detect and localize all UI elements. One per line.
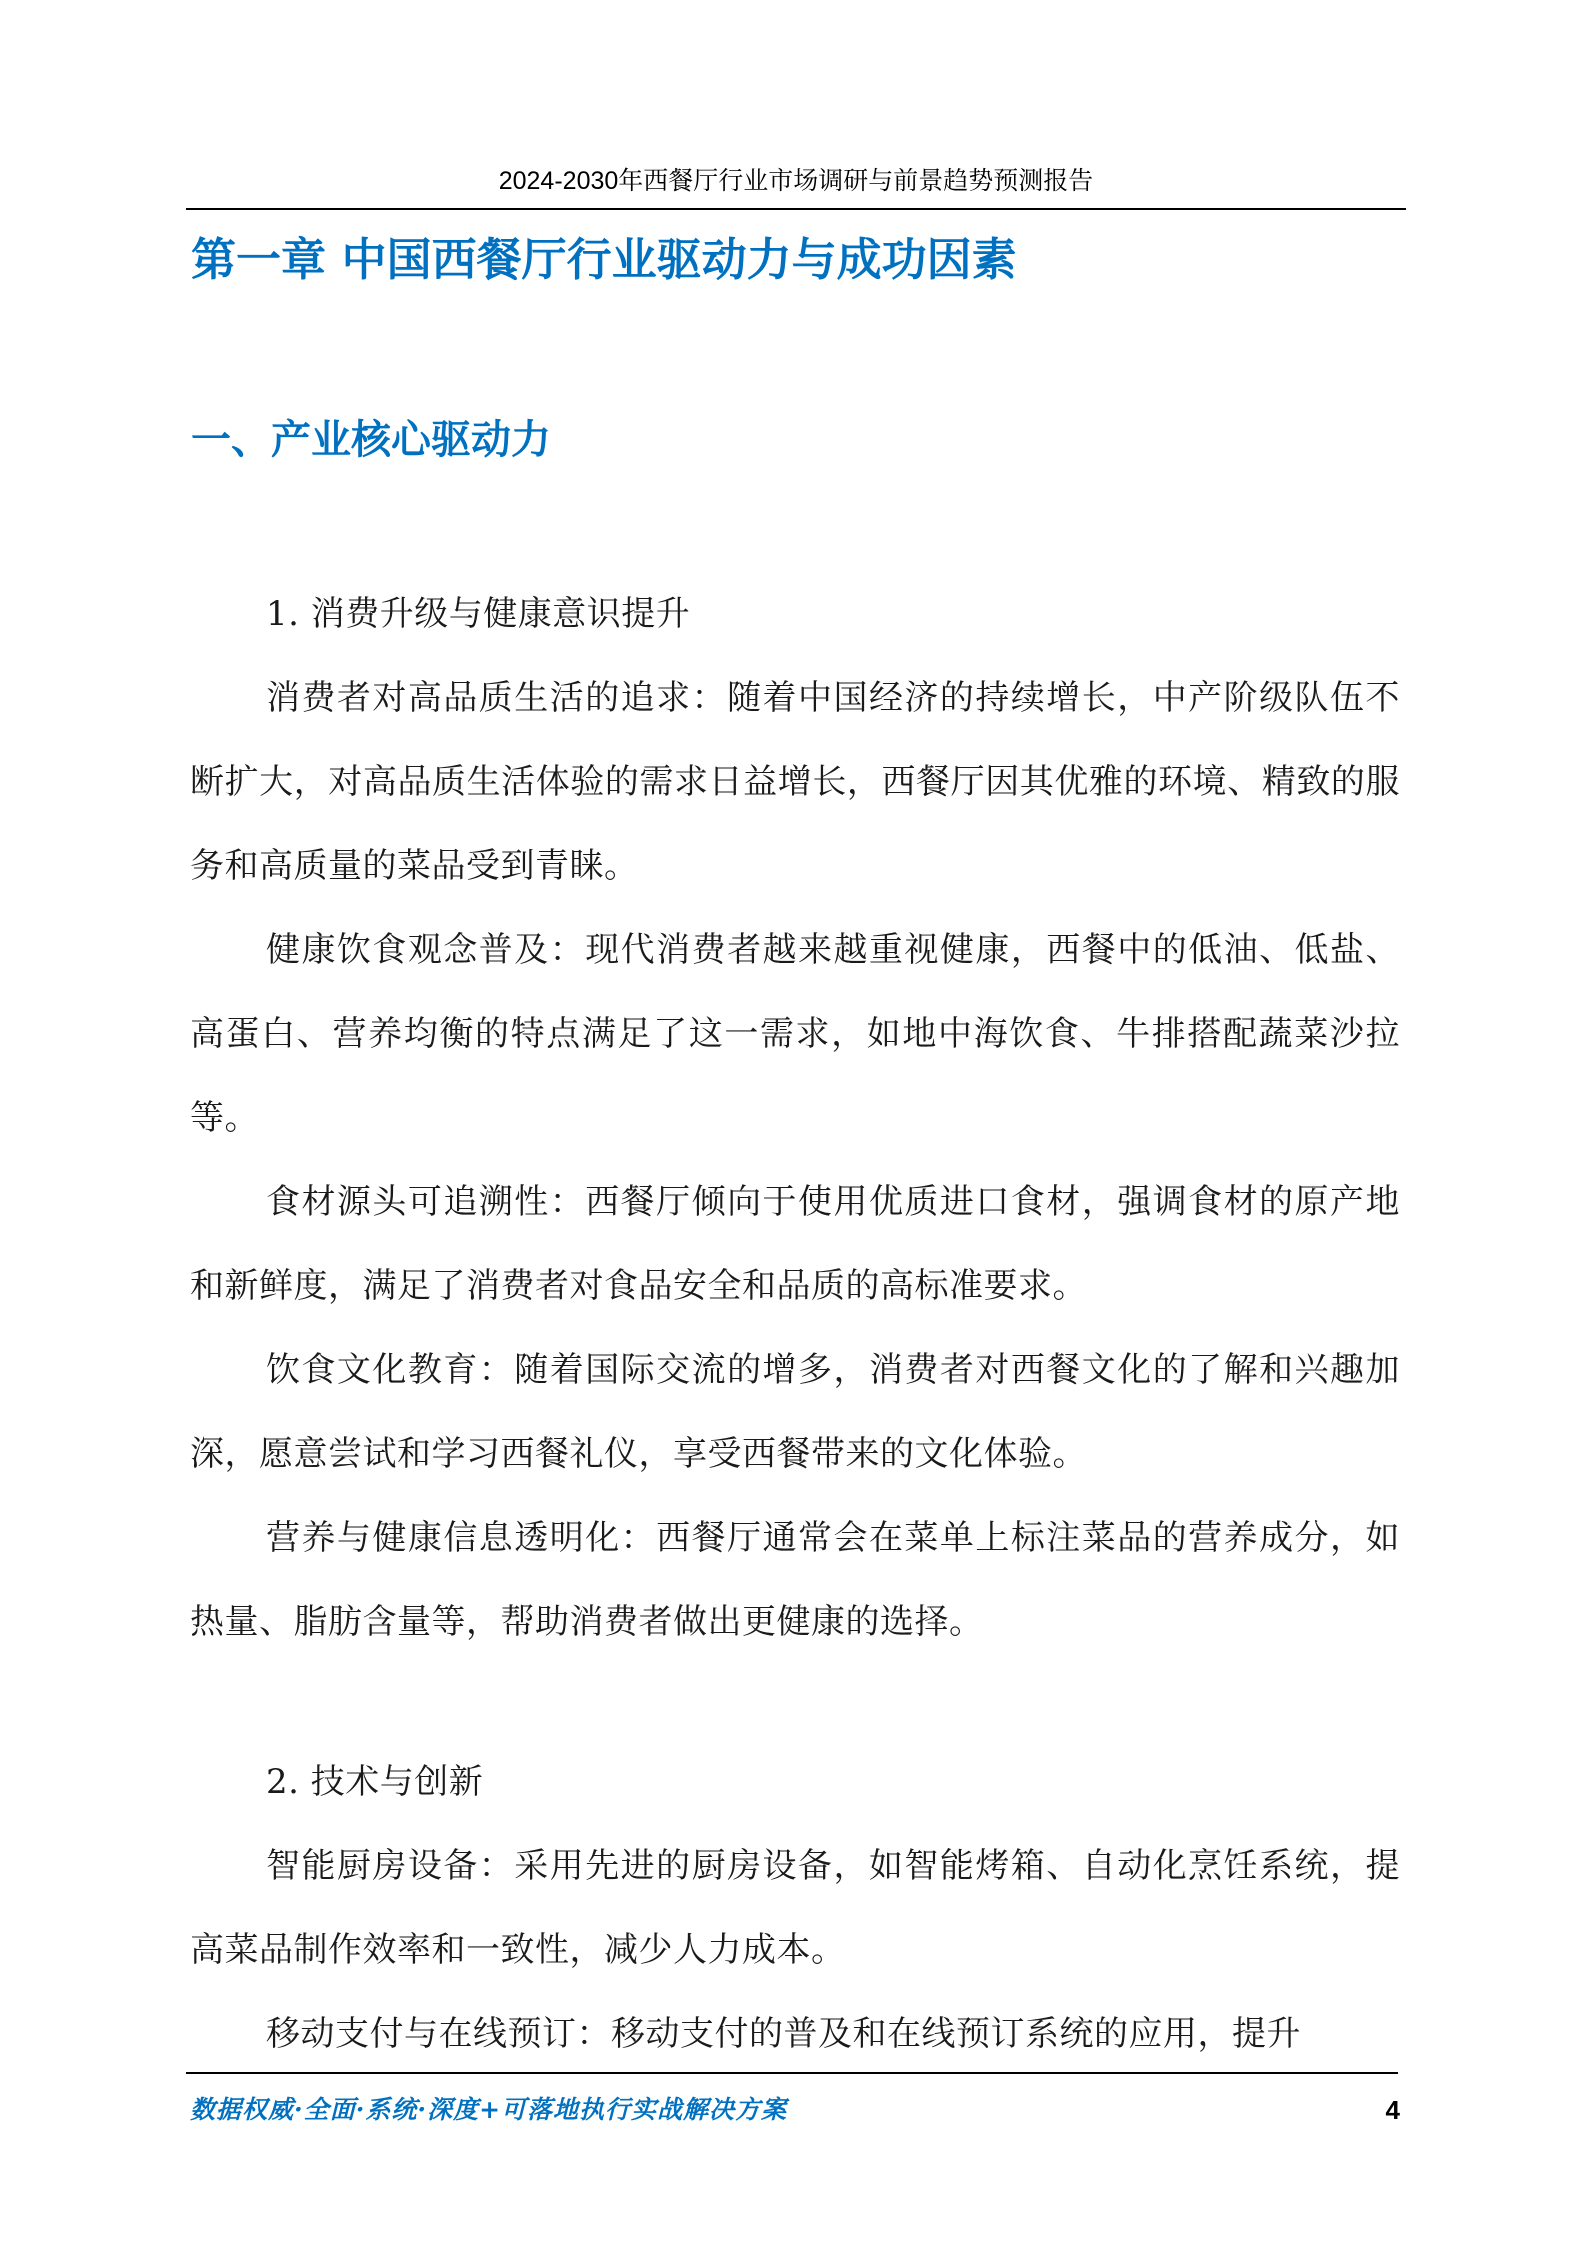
page-number: 4 [1385, 2095, 1400, 2125]
paragraph: 移动支付与在线预订：移动支付的普及和在线预订系统的应用，提升 [266, 2014, 1301, 2054]
paragraph: 消费者对高品质生活的追求：随着中国经济的持续增长，中产阶级队伍不断扩大，对高品质生活体验的需求日益增长，西餐厅因其优雅的环境、精致的服务和高质量的菜品受到青睐。 [190, 678, 1400, 886]
subsection-2 [190, 1740, 1400, 2076]
header-divider [186, 208, 1406, 210]
paragraph: 饮食文化教育：随着国际交流的增多，消费者对西餐文化的了解和兴趣加深，愿意尝试和学习西餐礼仪，享受西餐带来的文化体验。 [190, 1350, 1400, 1474]
footer-slogan: 数据权威·全面·系统·深度+可落地执行实战解决方案 [190, 2095, 788, 2124]
subsection-heading: 1. 消费升级与健康意识提升 [266, 594, 691, 634]
chapter-title: 第一章 中国西餐厅行业驱动力与成功因素 [191, 233, 1017, 286]
section-title: 一、产业核心驱动力 [191, 417, 551, 463]
paragraph: 健康饮食观念普及：现代消费者越来越重视健康，西餐中的低油、低盐、高蛋白、营养均衡的特点满足了这一需求，如地中海饮食、牛排搭配蔬菜沙拉等。 [190, 930, 1400, 1138]
paragraph: 营养与健康信息透明化：西餐厅通常会在菜单上标注菜品的营养成分，如热量、脂肪含量等，帮助消费者做出更健康的选择。 [190, 1518, 1400, 1642]
subsection-heading: 2. 技术与创新 [266, 1762, 484, 1802]
footer-divider [186, 2072, 1398, 2074]
subsection-1 [190, 572, 1400, 1664]
paragraph: 智能厨房设备：采用先进的厨房设备，如智能烤箱、自动化烹饪系统，提高菜品制作效率和一致性，减少人力成本。 [190, 1846, 1400, 1970]
paragraph: 食材源头可追溯性：西餐厅倾向于使用优质进口食材，强调食材的原产地和新鲜度，满足了消费者对食品安全和品质的高标准要求。 [190, 1182, 1400, 1306]
running-header: 2024-2030年西餐厅行业市场调研与前景趋势预测报告 [498, 167, 1094, 195]
